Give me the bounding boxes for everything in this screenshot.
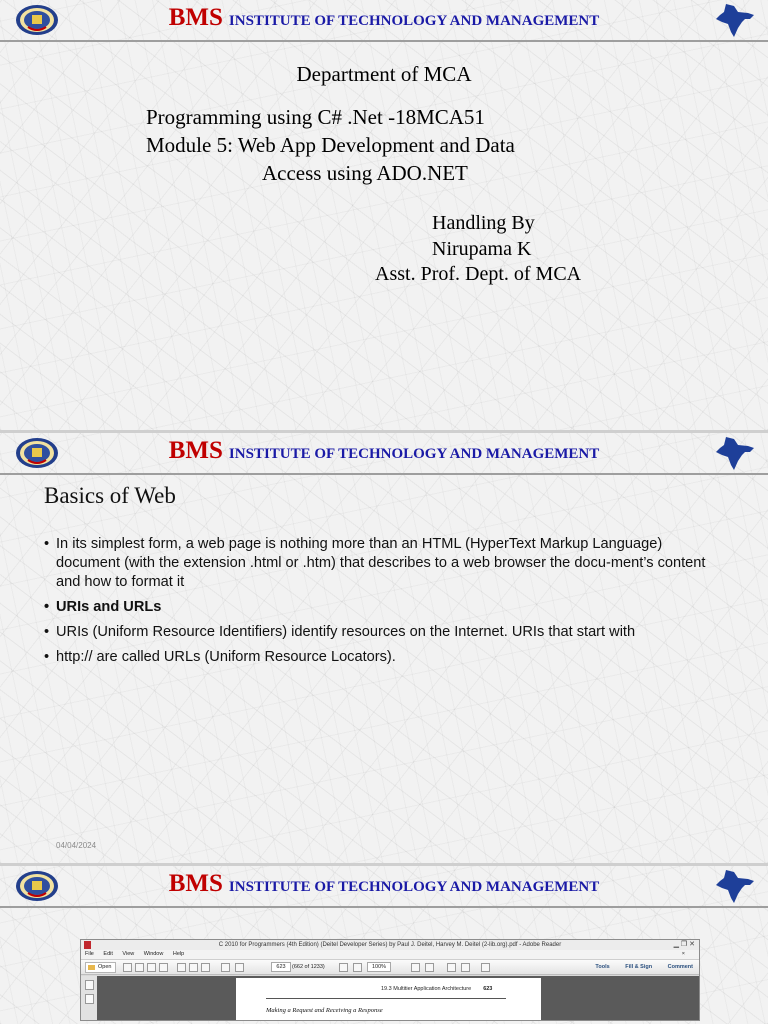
institute-full-name: INSTITUTE OF TECHNOLOGY AND MANAGEMENT: [228, 879, 600, 895]
faculty-name: Nirupama K: [432, 238, 532, 260]
pdf-page: [236, 978, 541, 1020]
header-divider: [0, 906, 768, 908]
bullet-item: • http:// are called URLs (Uniform Resource Locators).: [44, 648, 724, 667]
adobe-reader-window: [80, 939, 700, 1021]
page-count: (662 of 1233): [292, 964, 325, 970]
header-divider: [0, 40, 768, 42]
handled-by-label: Handling By: [432, 212, 535, 234]
running-head: [381, 986, 492, 992]
bms-acronym: BMS: [168, 437, 223, 464]
email-icon[interactable]: [201, 963, 210, 972]
slide-header: [0, 0, 768, 40]
menu-file[interactable]: File: [85, 951, 94, 957]
comment-button[interactable]: Comment: [667, 964, 693, 970]
open-button[interactable]: Open: [85, 962, 116, 973]
settings-icon[interactable]: [159, 963, 168, 972]
menu-view[interactable]: View: [122, 951, 135, 957]
page-rule: [266, 998, 506, 999]
reader-document-area: [81, 976, 699, 1020]
institute-full-name: INSTITUTE OF TECHNOLOGY AND MANAGEMENT: [228, 446, 600, 462]
institute-name: [0, 437, 768, 465]
window-controls[interactable]: ▁ ❐ ✕: [673, 941, 695, 948]
institute-full-name: INSTITUTE OF TECHNOLOGY AND MANAGEMENT: [228, 13, 600, 29]
next-page-icon[interactable]: [235, 963, 244, 972]
highlight-icon[interactable]: [461, 963, 470, 972]
attachments-panel-icon[interactable]: [85, 994, 94, 1004]
reader-toolbar: [81, 959, 699, 975]
navigation-pane: [81, 976, 97, 1020]
course-title: Programming using C# .Net -18MCA51: [146, 105, 485, 129]
bullet-item: • URIs and URLs: [44, 598, 724, 617]
running-head-text: 19.3 Multitier Application Architecture: [381, 986, 472, 992]
menu-edit[interactable]: Edit: [103, 951, 113, 957]
fill-sign-button[interactable]: Fill & Sign: [625, 964, 653, 970]
zoom-out-icon[interactable]: [339, 963, 348, 972]
slide-title: Basics of Web: [44, 483, 176, 508]
slide-date: 04/04/2024: [56, 841, 97, 850]
institute-name: [0, 4, 768, 32]
menu-help[interactable]: Help: [172, 951, 185, 957]
share-icon[interactable]: [147, 963, 156, 972]
print-icon[interactable]: [177, 963, 186, 972]
slide-reader-screenshot: [0, 866, 768, 1024]
fit-page-icon[interactable]: [411, 963, 420, 972]
bullet-list: [44, 535, 724, 673]
bms-acronym: BMS: [168, 4, 223, 31]
slide-header: [0, 433, 768, 473]
slide-header: [0, 866, 768, 906]
reader-panels: [581, 960, 693, 974]
slide-title: [0, 0, 768, 430]
create-pdf-icon[interactable]: [123, 963, 132, 972]
close-icon[interactable]: ×: [681, 951, 685, 957]
department-title: Department of MCA: [296, 62, 472, 86]
module-title-line1: Module 5: Web App Development and Data: [146, 133, 515, 157]
header-divider: [0, 473, 768, 475]
reader-title-bar: [81, 940, 699, 950]
india-map-icon: [712, 435, 756, 473]
pdf-icon: [84, 941, 91, 949]
bullet-item: • In its simplest form, a web page is nothing more than an HTML (HyperText Markup Language) document (with the extension .html or .htm) that describes to a web browser the docu-ment’s content and how to format it: [44, 535, 724, 592]
menu-window[interactable]: Window: [143, 951, 164, 957]
faculty-designation: Asst. Prof. Dept. of MCA: [375, 263, 582, 285]
sign-icon[interactable]: [481, 963, 490, 972]
india-map-icon: [712, 2, 756, 40]
reader-menu-bar: [81, 950, 699, 959]
section-heading: Making a Request and Receiving a Response: [266, 1007, 383, 1014]
fit-width-icon[interactable]: [425, 963, 434, 972]
bullet-item: • URIs (Uniform Resource Identifiers) identify resources on the Internet. URIs that start with: [44, 623, 724, 642]
pages-panel-icon[interactable]: [85, 980, 94, 990]
module-title-line2: Access using ADO.NET: [262, 161, 468, 185]
tools-button[interactable]: Tools: [595, 964, 610, 970]
reader-window-title: C 2010 for Programmers (4th Edition) (Deitel Developer Series) by Paul J. Deitel, Harvey M. Deitel (2-lib.org).pdf - Adobe Reader: [218, 942, 562, 948]
zoom-in-icon[interactable]: [353, 963, 362, 972]
institute-name: [0, 870, 768, 898]
slide-basics-of-web: [0, 433, 768, 863]
prev-page-icon[interactable]: [221, 963, 230, 972]
sticky-note-icon[interactable]: [447, 963, 456, 972]
india-map-icon: [712, 868, 756, 906]
edit-icon[interactable]: [135, 963, 144, 972]
zoom-select[interactable]: 100%: [367, 962, 391, 972]
bms-acronym: BMS: [168, 870, 223, 897]
pdf-page-number: 623: [483, 986, 493, 992]
save-icon[interactable]: [189, 963, 198, 972]
page-number-input[interactable]: 623: [271, 962, 291, 972]
